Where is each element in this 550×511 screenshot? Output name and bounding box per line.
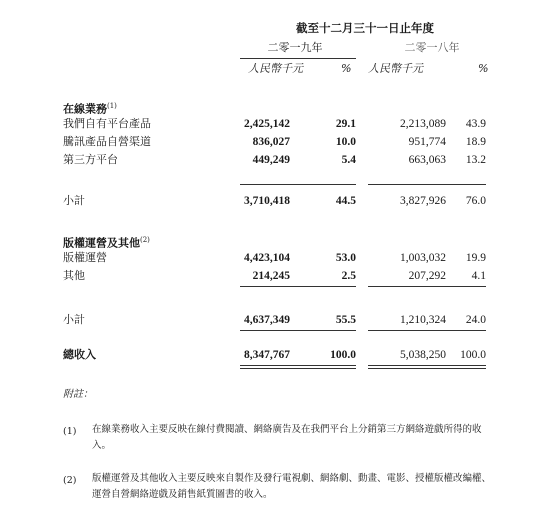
period-header: 截至十二月三十一日止年度 [296,21,434,35]
note-1-text: 在線業務收入主要反映在線付費閱讀、網絡廣告及在我們平台上分銷第三方網絡遊戲所得的收入。 [92,424,482,451]
note-2-marker: (2) [63,475,77,486]
online-row-label: 騰訊產品自營渠道 [63,135,151,148]
copyright-subtotal-label: 小計 [63,313,85,326]
online-subtotal-v2018: 3,827,926 [400,195,446,207]
copyright-row-pct-2018: 4.1 [471,270,486,282]
online-heading [63,99,117,117]
online-row-value-2018: 951,774 [408,136,446,148]
copyright-subtotal-v2019: 4,637,349 [244,314,290,326]
copyright-heading-footnote-ref: (2) [140,236,150,244]
total-double-rule-2018-a [368,365,486,366]
total-v2019: 8,347,767 [244,349,290,361]
copyright-row-pct-2019: 53.0 [335,252,356,264]
note-1-marker: (1) [63,426,77,437]
online-row-pct-2019: 5.4 [341,154,356,166]
total-double-rule-2019-b [240,368,356,369]
online-row-pct-2018: 43.9 [465,118,486,130]
copyright-row-label: 版權運營 [63,251,107,264]
online-subtotal-p2018: 76.0 [465,195,486,207]
pct-header-2019: % [341,62,352,75]
online-heading-label: 在線業務 [63,102,107,116]
subtotal-rule-2018 [368,330,486,331]
copyright-heading-label: 版權運營及其他 [63,236,140,250]
online-row-value-2019: 2,425,142 [244,118,290,130]
online-row-pct-2018: 18.9 [465,136,486,148]
subtotal-rule-2019 [240,330,356,331]
copyright-subtotal-p2019: 55.5 [335,314,356,326]
online-rule-2018 [368,184,486,185]
copyright-rule-2019 [240,286,356,287]
note-2-text: 版權運營及其他收入主要反映來自製作及發行電視劇、網絡劇、動畫、電影、授權版權改編權、運營自營網絡遊戲及銷售紙質圖書的收入。 [92,473,492,500]
copyright-row-value-2019: 214,245 [252,270,290,282]
online-row-label: 第三方平台 [63,153,118,166]
total-p2018: 100.0 [460,349,486,361]
online-row-value-2019: 836,027 [252,136,290,148]
currency-header-2019: 人民幣千元 [248,62,303,75]
online-subtotal-label: 小計 [63,194,85,207]
online-subtotal-v2019: 3,710,418 [244,195,290,207]
pct-header-2018: % [478,62,489,75]
online-row-pct-2018: 13.2 [465,154,486,166]
online-row-value-2018: 2,213,089 [400,118,446,130]
notes-title: 附註： [63,389,93,400]
currency-header-2018: 人民幣千元 [368,62,423,75]
online-subtotal-p2019: 44.5 [335,195,356,207]
total-double-rule-2018-b [368,368,486,369]
total-v2018: 5,038,250 [400,349,446,361]
header-rule-2019 [240,58,356,59]
online-row-pct-2019: 29.1 [335,118,356,130]
total-label: 總收入 [63,348,96,361]
copyright-row-value-2019: 4,423,104 [244,252,290,264]
online-row-value-2018: 663,063 [408,154,446,166]
copyright-row-label: 其他 [63,269,85,282]
copyright-row-value-2018: 207,292 [408,270,446,282]
online-row-pct-2019: 10.0 [335,136,356,148]
online-heading-footnote-ref: (1) [107,102,117,110]
copyright-rule-2018 [368,286,486,287]
total-double-rule-2019-a [240,365,356,366]
copyright-subtotal-v2018: 1,210,324 [400,314,446,326]
copyright-row-pct-2019: 2.5 [341,270,356,282]
online-row-value-2019: 449,249 [252,154,290,166]
year-2018-header: 二零一八年 [404,41,460,54]
online-row-label: 我們自有平台產品 [63,117,151,130]
copyright-heading [63,233,150,251]
copyright-row-value-2018: 1,003,032 [400,252,446,264]
copyright-subtotal-p2018: 24.0 [465,314,486,326]
online-rule-2019 [240,184,356,185]
year-2019-header: 二零一九年 [267,41,323,54]
total-p2019: 100.0 [330,349,356,361]
copyright-row-pct-2018: 19.9 [465,252,486,264]
